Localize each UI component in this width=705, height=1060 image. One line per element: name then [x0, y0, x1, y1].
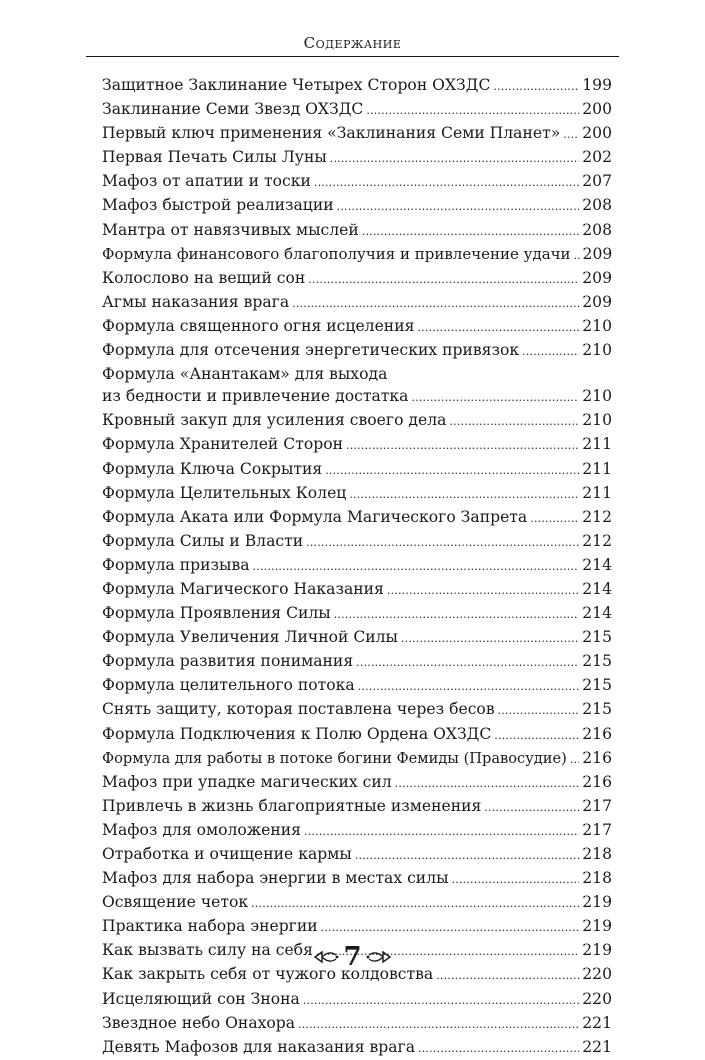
- toc-entry-page: 214: [582, 555, 612, 574]
- toc-entry[interactable]: [102, 602, 612, 626]
- toc-entry-page: 214: [582, 579, 612, 598]
- toc-entry-title: Формула Магического Наказания: [102, 579, 384, 598]
- toc-entry-title: Отработка и очищение кармы: [102, 845, 352, 863]
- dot-leader: [362, 219, 579, 243]
- dot-leader: [358, 674, 580, 698]
- toc-entry-page: 200: [582, 100, 612, 119]
- toc-entry[interactable]: [102, 315, 612, 339]
- toc-entry-page: 209: [582, 268, 612, 287]
- dot-leader: [356, 650, 579, 674]
- toc-entry[interactable]: [102, 339, 612, 363]
- toc-entry-title: Формула Проявления Силы: [102, 604, 331, 623]
- dot-leader: [321, 915, 580, 939]
- dot-leader: [337, 194, 580, 218]
- toc-entry[interactable]: [102, 433, 612, 457]
- toc-entry-page: 216: [582, 748, 612, 767]
- toc-entry-title: Снять защиту, которая поставлена через бесов: [102, 700, 495, 719]
- toc-entry-title: Как закрыть себя от чужого колдовства: [102, 965, 434, 984]
- toc-entry[interactable]: [102, 626, 612, 650]
- dot-leader: [306, 530, 579, 554]
- toc-entry-title: Мафоз быстрой реализации: [102, 196, 334, 215]
- page-footer: [0, 944, 705, 970]
- toc-entry[interactable]: [102, 771, 612, 795]
- toc-entry[interactable]: [102, 1012, 612, 1036]
- dot-leader: [251, 891, 579, 915]
- toc-entry-page: 208: [582, 196, 612, 215]
- dot-leader: [304, 819, 579, 843]
- toc-entry[interactable]: [102, 1036, 612, 1060]
- toc-entry-page: 217: [582, 820, 612, 839]
- toc-entry-title: Звездное небо Онахора: [102, 1013, 296, 1032]
- toc-entry[interactable]: [102, 194, 612, 218]
- toc-entry-title: Первая Печать Силы Луны: [102, 148, 327, 167]
- dot-leader: [494, 723, 579, 747]
- dot-leader: [387, 578, 579, 602]
- toc-entry-page: 210: [582, 341, 612, 360]
- toc-entry[interactable]: [102, 891, 612, 915]
- toc-entry-page: 221: [582, 1037, 612, 1056]
- toc-entry[interactable]: [102, 146, 612, 170]
- toc-entry[interactable]: [102, 243, 612, 267]
- toc-entry[interactable]: [102, 723, 612, 747]
- toc-entry-title: Заклинание Семи Звезд ОХЗДС: [102, 100, 364, 119]
- dot-leader: [411, 385, 579, 409]
- dot-leader: [366, 98, 579, 122]
- dot-leader: [253, 554, 580, 578]
- toc-entry-page: 219: [582, 917, 612, 936]
- dot-leader: [346, 433, 579, 457]
- toc-entry[interactable]: [102, 698, 612, 722]
- toc-entry-page: 220: [582, 965, 612, 984]
- header-rule: [86, 56, 619, 57]
- dot-leader: [530, 506, 579, 530]
- toc-entry[interactable]: [102, 458, 612, 482]
- toc-entry[interactable]: [102, 650, 612, 674]
- toc-entry-title: Формула призыва: [102, 555, 250, 574]
- toc-entry[interactable]: [102, 530, 612, 554]
- toc-entry-title: Формула целительного потока: [102, 676, 355, 695]
- toc-entry-title: Формула Подключения к Полю Ордена ОХЗДС: [102, 724, 492, 743]
- dot-leader: [418, 1036, 579, 1060]
- toc-entry-title: Мантра от навязчивых мыслей: [102, 220, 359, 239]
- toc-entry-page: 210: [582, 411, 612, 430]
- toc-entry-title: Мафоз для омоложения: [102, 820, 302, 839]
- toc-entry[interactable]: [102, 122, 612, 146]
- toc-entry[interactable]: [102, 915, 612, 939]
- toc-entry-title: Мафоз при упадке магических сил: [102, 772, 392, 791]
- dot-leader: [298, 1012, 579, 1036]
- toc-entry[interactable]: [102, 98, 612, 122]
- dot-leader: [563, 122, 579, 146]
- toc-entry-page: 210: [582, 316, 612, 335]
- toc-entry-title: Защитное Заклинание Четырех Сторон ОХЗДС: [102, 76, 491, 94]
- toc-entry-page: 215: [582, 676, 612, 695]
- toc-entry-title: Освящение четок: [102, 893, 249, 912]
- toc-entry-title: Формула Увеличения Личной Силы: [102, 628, 398, 647]
- toc-entry-page: 211: [582, 459, 612, 478]
- toc-entry[interactable]: [102, 578, 612, 602]
- dot-leader: [330, 146, 579, 170]
- toc-entry-page: 215: [582, 652, 612, 671]
- toc-entry[interactable]: [102, 554, 612, 578]
- dot-leader: [349, 482, 579, 506]
- toc-entry-page: 200: [582, 124, 612, 143]
- page-number: 7: [343, 942, 362, 972]
- toc-entry-page: 199: [582, 76, 612, 94]
- toc-entry-page: 211: [582, 435, 612, 454]
- toc-entry-page: 216: [582, 772, 612, 791]
- table-of-contents: [102, 74, 612, 1060]
- toc-entry-page: 212: [582, 507, 612, 526]
- dot-leader: [574, 243, 580, 267]
- toc-entry-page: 202: [582, 148, 612, 167]
- dot-leader: [355, 843, 579, 867]
- toc-entry-page: 215: [582, 700, 612, 719]
- toc-entry-page: 221: [582, 1013, 612, 1032]
- toc-entry-page: 214: [582, 604, 612, 623]
- toc-entry-title: Формула Силы и Власти: [102, 531, 304, 550]
- toc-entry[interactable]: [102, 74, 612, 98]
- dot-leader: [314, 170, 579, 194]
- dot-leader: [292, 291, 579, 315]
- toc-entry[interactable]: [102, 363, 612, 409]
- right-ornament-icon: [366, 949, 392, 965]
- toc-entry-page: 215: [582, 628, 612, 647]
- toc-entry-title: Формула Хранителей Сторон: [102, 435, 343, 454]
- toc-entry[interactable]: [102, 747, 612, 771]
- toc-entry-title: Формула Аката или Формула Магического Запрета: [102, 507, 528, 526]
- toc-entry-page: 216: [582, 724, 612, 743]
- dot-leader: [401, 626, 579, 650]
- toc-entry-title: Исцеляющий сон Знона: [102, 989, 300, 1008]
- toc-entry-title: из бедности и привлечение достатка: [102, 387, 409, 406]
- dot-leader: [522, 339, 579, 363]
- toc-entry-page: 212: [582, 531, 612, 550]
- toc-entry[interactable]: [102, 843, 612, 867]
- dot-leader: [325, 458, 579, 482]
- dot-leader: [498, 698, 580, 722]
- toc-entry-title: Формула финансового благополучия и привлечение удачи: [102, 244, 571, 263]
- toc-entry-page: 219: [582, 893, 612, 912]
- toc-entry-page: 210: [582, 387, 612, 406]
- toc-entry-title-line1: Формула «Анантакам» для выхода: [102, 365, 388, 384]
- toc-entry[interactable]: [102, 219, 612, 243]
- toc-entry[interactable]: [102, 291, 612, 315]
- toc-entry-title: Колослово на вещий сон: [102, 268, 306, 287]
- dot-leader: [395, 771, 580, 795]
- dot-leader: [570, 747, 579, 771]
- toc-entry-title: Мафоз от апатии и тоски: [102, 172, 311, 191]
- dot-leader: [308, 267, 579, 291]
- toc-entry[interactable]: [102, 867, 612, 891]
- toc-entry[interactable]: [102, 819, 612, 843]
- toc-entry-page: 220: [582, 989, 612, 1008]
- toc-entry-title: Формула священного огня исцеления: [102, 316, 415, 335]
- toc-entry-page: 207: [582, 172, 612, 191]
- toc-entry-page: 218: [582, 869, 612, 888]
- toc-entry[interactable]: [102, 674, 612, 698]
- toc-entry-title: Практика набора энергии: [102, 917, 318, 936]
- toc-entry[interactable]: [102, 795, 612, 819]
- toc-entry-title: Агмы наказания врага: [102, 292, 290, 311]
- toc-entry-page: 218: [582, 845, 612, 863]
- toc-entry[interactable]: [102, 170, 612, 194]
- dot-leader: [449, 409, 579, 433]
- toc-entry[interactable]: [102, 482, 612, 506]
- toc-entry-title: Мафоз для набора энергии в местах силы: [102, 869, 449, 888]
- running-header: Содержание: [303, 34, 402, 52]
- dot-leader: [334, 602, 580, 626]
- toc-entry-title: Формула для отсечения энергетических привязок: [102, 341, 520, 360]
- dot-leader: [493, 74, 579, 98]
- toc-entry[interactable]: [102, 267, 612, 291]
- toc-entry-page: 209: [582, 292, 612, 311]
- toc-entry-title: Формула Целительных Колец: [102, 483, 347, 502]
- toc-entry-title: Формула Ключа Сокрытия: [102, 459, 323, 478]
- toc-entry-title: Формула для работы в потоке богини Фемиды (Правосудие): [102, 749, 567, 767]
- toc-entry-title: Девять Мафозов для наказания врага: [102, 1037, 416, 1056]
- left-ornament-icon: [313, 949, 339, 965]
- toc-entry-page: 208: [582, 220, 612, 239]
- dot-leader: [417, 315, 579, 339]
- toc-entry-page: 219: [582, 941, 612, 960]
- toc-entry-page: 209: [582, 244, 613, 263]
- toc-entry-page: 217: [582, 796, 612, 815]
- toc-entry-title: Первый ключ применения «Заклинания Семи Планет»: [102, 124, 561, 143]
- toc-entry-title: Привлечь в жизнь благоприятные изменения: [102, 796, 482, 815]
- toc-entry[interactable]: [102, 506, 612, 530]
- toc-entry-title: Как вызвать силу на себя: [102, 941, 313, 960]
- toc-entry-title: Кровный закуп для усиления своего дела: [102, 411, 447, 430]
- toc-entry-page: 211: [582, 483, 612, 502]
- dot-leader: [452, 867, 580, 891]
- toc-entry[interactable]: [102, 409, 612, 433]
- toc-entry-title: Формула развития понимания: [102, 652, 354, 671]
- dot-leader: [484, 795, 579, 819]
